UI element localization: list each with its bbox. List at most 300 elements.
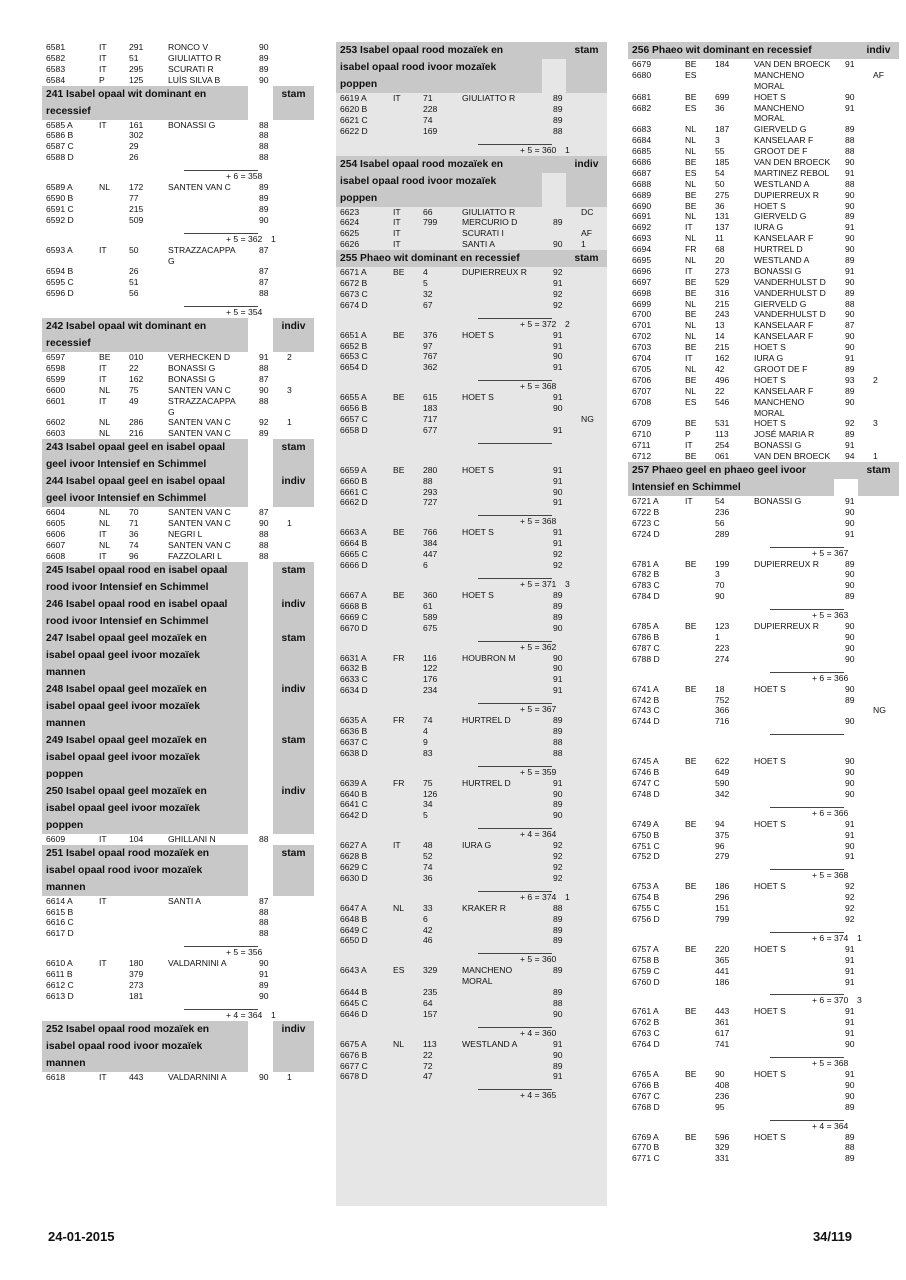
entry-points: 91 [845, 1028, 855, 1039]
entry-points: 94 [845, 451, 855, 462]
entry-row [336, 126, 607, 137]
entry-ring: 126 [423, 788, 438, 799]
entry-row [336, 810, 607, 821]
entry-points: 87 [259, 373, 269, 384]
entry-country: NL [685, 135, 696, 146]
entry-row [42, 352, 314, 363]
entry-number: 6666 D [340, 560, 368, 571]
entry-ring: 77 [129, 193, 139, 204]
entry-row [336, 663, 607, 674]
group-total [336, 571, 607, 590]
entry-number: 6669 C [340, 611, 368, 622]
group-prize: 1 [857, 932, 862, 943]
entry-number: 6690 [632, 200, 652, 211]
entry-ring: 342 [715, 788, 730, 799]
entry-row [42, 42, 314, 53]
entry-row [628, 1006, 899, 1017]
entry-ring: 220 [715, 943, 730, 954]
group-total [42, 939, 314, 958]
entry-country: NL [99, 417, 110, 428]
entry-country: FR [393, 777, 405, 788]
entry-country: BE [685, 756, 697, 767]
entry-points: 89 [845, 287, 855, 298]
entry-ring: 116 [423, 652, 437, 663]
group-total [628, 987, 899, 1006]
class-title: 243 Isabel opaal geel en isabel opaal [46, 442, 226, 454]
entry-ring: 64 [423, 997, 433, 1008]
entry-ring: 061 [715, 451, 730, 462]
entry-breeder: KRAKER R [462, 902, 506, 913]
entry-country: IT [99, 1071, 107, 1082]
class-header [42, 1055, 314, 1072]
entry-country: ES [685, 69, 697, 80]
entry-number: 6755 C [632, 903, 660, 914]
entry-points: 91 [845, 222, 855, 233]
entry-number: 6591 C [46, 203, 74, 214]
group-total-text: + 6 = 358 [226, 171, 263, 182]
entry-breeder: SANTEN VAN C [168, 518, 231, 529]
class-header [42, 817, 314, 834]
entry-number: 6724 D [632, 528, 660, 539]
entry-row [628, 977, 899, 988]
entry-ring: 32 [423, 288, 433, 299]
entry-number: 6685 [632, 146, 652, 157]
entry-number: 6645 C [340, 997, 368, 1008]
entry-breeder: BONASSI G [754, 440, 802, 451]
entry-row [628, 684, 899, 695]
entry-row [336, 1061, 607, 1072]
entry-number: 6700 [632, 309, 652, 320]
entry-row [42, 907, 314, 918]
entry-breeder: BONASSI G [168, 119, 216, 130]
entry-number: 6611 B [46, 969, 73, 980]
entry-prize: DC [581, 206, 594, 217]
entry-row [628, 819, 899, 830]
entry-breeder: RONCO V [168, 42, 209, 52]
entry-row [628, 559, 899, 570]
entry-number: 6609 [46, 833, 66, 844]
entry-ring: 42 [715, 363, 725, 374]
entry-ring: 375 [715, 829, 730, 840]
entry-ring: 75 [423, 777, 433, 788]
group-total-text: + 5 = 367 [812, 547, 849, 558]
entry-ring: 4 [423, 725, 428, 736]
entry-number: 6746 B [632, 767, 660, 778]
entry-number: 6632 B [340, 663, 368, 674]
entry-number: 6762 B [632, 1017, 660, 1028]
entry-breeder: HOET S [462, 527, 494, 538]
entry-row [628, 705, 899, 716]
entry-number: 6786 B [632, 631, 660, 642]
entry-country: IT [99, 63, 107, 74]
class-title: 246 Isabel opaal rood en isabel opaal [46, 598, 228, 610]
entry-number: 6629 C [340, 861, 368, 872]
entry-number: 6603 [46, 428, 66, 439]
entry-ring: 54 [715, 167, 725, 178]
entry-ring: 75 [129, 384, 139, 395]
entry-ring: 51 [129, 52, 139, 63]
entry-breeder: MORAL [754, 113, 785, 124]
class-title: 256 Phaeo wit dominant en recessief [632, 45, 812, 56]
entry-row [628, 881, 899, 892]
entry-number: 6698 [632, 287, 652, 298]
entry-row [336, 653, 607, 664]
class-title: isabel opaal rood ivoor mozaïek [340, 62, 497, 73]
entry-points: 89 [553, 217, 563, 228]
entry-number: 6706 [632, 374, 652, 385]
class-title: isabel opaal rood ivoor mozaïek [46, 1040, 203, 1052]
entry-row [42, 193, 314, 204]
entry-breeder: HOET S [754, 200, 786, 211]
entry-ring: 361 [715, 1017, 730, 1028]
group-total [628, 1113, 899, 1132]
entry-breeder: HOET S [462, 589, 494, 600]
entry-points: 93 [845, 374, 855, 385]
entry-points: 88 [553, 902, 563, 913]
entry-number: 6604 [46, 507, 66, 518]
class-title: poppen [46, 768, 84, 780]
entry-row [336, 965, 607, 976]
entry-country: BE [685, 309, 697, 320]
entry-points: 88 [553, 125, 563, 136]
entry-ring: 589 [423, 611, 438, 622]
entry-number: 6621 C [340, 114, 368, 125]
entry-country: NL [685, 178, 696, 189]
entry-breeder: IURA G [754, 222, 784, 233]
entry-row [42, 75, 314, 86]
entry-points: 90 [845, 840, 855, 851]
entry-ring: 447 [423, 549, 438, 560]
entry-number: 6646 D [340, 1008, 368, 1019]
class-title: rood ivoor Intensief en Schimmel [46, 581, 209, 593]
group-total [336, 821, 607, 840]
group-total [336, 137, 607, 156]
group-total [628, 862, 899, 881]
entry-points: 91 [845, 167, 855, 178]
entry-points: 89 [553, 935, 563, 946]
entry-points: 91 [845, 965, 855, 976]
entry-ring: 1 [715, 631, 720, 642]
entry-number: 6613 D [46, 990, 74, 1001]
entry-number: 6704 [632, 353, 652, 364]
entry-row [42, 182, 314, 193]
entry-points: 90 [845, 642, 855, 653]
entry-number: 6771 C [632, 1153, 660, 1164]
class-title: isabel opaal geel ivoor mozaïek [46, 649, 200, 661]
entry-points: 88 [553, 736, 563, 747]
entry-row [628, 496, 899, 507]
class-title: rood ivoor Intensief en Schimmel [46, 615, 209, 627]
entry-ring: 14 [715, 331, 725, 342]
entry-points: 91 [553, 329, 563, 340]
entry-points: 89 [553, 725, 563, 736]
group-total-text: + 5 = 363 [812, 610, 849, 621]
entry-ring: 36 [129, 529, 139, 540]
entry-row [628, 892, 899, 903]
entry-row [628, 903, 899, 914]
entry-country: BE [393, 464, 405, 475]
class-title: 253 Isabel opaal rood mozaïek en [340, 45, 504, 56]
entry-country: BE [393, 527, 405, 538]
entry-ring: 443 [129, 1071, 144, 1082]
class-type-label [273, 766, 314, 783]
entry-row [336, 476, 607, 487]
entry-ring: 6 [423, 560, 428, 571]
entry-ring: 254 [715, 440, 730, 451]
entry-row [628, 621, 899, 632]
entry-country: IT [99, 395, 107, 406]
entry-points: 90 [845, 756, 855, 767]
entry-ring: 74 [423, 715, 433, 726]
entry-ring: 6 [423, 913, 428, 924]
entry-ring: 52 [423, 851, 433, 862]
results-column-2 [336, 42, 607, 1206]
entry-ring: 274 [715, 653, 730, 664]
entry-number: 6618 [46, 1071, 66, 1082]
entry-row [336, 726, 607, 737]
entry-row [336, 104, 607, 115]
entry-points: 90 [259, 990, 269, 1001]
entry-ring: 187 [715, 124, 730, 135]
entry-points: 90 [845, 580, 855, 591]
entry-number: 6695 [632, 255, 652, 266]
entry-number: 6585 A [46, 119, 73, 130]
entry-prize: 1 [287, 1071, 292, 1082]
entry-prize: AF [873, 69, 884, 80]
entry-row [628, 695, 899, 706]
entry-points: 90 [259, 214, 269, 225]
entry-ring: 699 [715, 91, 730, 102]
entry-row [336, 267, 607, 278]
entry-breeder: HOET S [754, 1006, 786, 1017]
entry-row [628, 244, 899, 255]
entry-country: IT [99, 52, 107, 63]
entry-breeder: IURA G [462, 840, 492, 851]
entry-points: 90 [259, 42, 269, 52]
entry-row [336, 560, 607, 571]
entry-number: 6756 D [632, 914, 660, 924]
entry-points: 91 [845, 440, 855, 451]
entry-row [336, 998, 607, 1009]
entry-row [42, 417, 314, 428]
entry-row [42, 266, 314, 277]
entry-row [628, 778, 899, 789]
entry-points: 88 [845, 178, 855, 189]
entry-points: 91 [259, 352, 269, 363]
group-total-text: + 5 = 371 [520, 578, 557, 589]
entry-row [628, 288, 899, 299]
entry-number: 6615 B [46, 906, 74, 917]
entry-row [628, 1080, 899, 1091]
entry-ring: 61 [423, 600, 433, 611]
group-total-text: + 5 = 360 [520, 144, 557, 155]
class-type-label: stam [273, 562, 314, 579]
entry-ring: 151 [715, 903, 730, 914]
entry-number: 6759 C [632, 965, 660, 976]
class-header [336, 59, 607, 76]
entry-ring: 55 [715, 146, 725, 157]
class-title: 257 Phaeo geel en phaeo geel ivoor [632, 464, 806, 476]
group-total-text: + 5 = 368 [520, 516, 557, 527]
entry-points: 92 [553, 560, 563, 571]
entry-number: 6595 C [46, 277, 74, 288]
entry-points: 91 [553, 475, 563, 486]
entry-country: BE [685, 1006, 697, 1017]
entry-ring: 215 [715, 342, 730, 353]
entry-number: 6651 A [340, 329, 367, 340]
entry-ring: 329 [423, 965, 438, 976]
entry-points: 91 [553, 674, 563, 685]
entry-number: 6655 A [340, 392, 367, 403]
entry-row [628, 342, 899, 353]
class-title: 249 Isabel opaal geel mozaïek en [46, 734, 207, 746]
entry-ring: 90 [715, 1069, 725, 1080]
class-title: 248 Isabel opaal geel mozaïek en [46, 683, 207, 695]
entry-row [42, 407, 314, 418]
class-type-label [273, 1055, 314, 1072]
group-prize: 3 [565, 578, 570, 589]
entry-breeder: MANCHENO [754, 102, 805, 113]
group-total-text: + 6 = 374 [812, 932, 849, 943]
class-header [42, 103, 314, 120]
entry-breeder: VAN DEN BROECK [754, 157, 831, 168]
group-total [336, 508, 607, 527]
entry-breeder: WESTLAND A [462, 1038, 518, 1049]
entry-ring: 74 [423, 114, 433, 125]
entry-country: IT [393, 93, 401, 103]
entry-country: NL [685, 124, 696, 135]
entry-row [42, 518, 314, 529]
class-header [336, 173, 607, 190]
entry-breeder: SANTEN VAN C [168, 539, 231, 550]
entry-prize: 1 [873, 451, 878, 462]
entry-breeder: HOET S [462, 329, 494, 340]
entry-breeder: HOET S [462, 392, 494, 403]
entry-row [42, 834, 314, 845]
entry-ring: 74 [129, 539, 139, 550]
entry-points: 89 [845, 124, 855, 135]
entry-number: 6689 [632, 189, 652, 200]
entry-ring: 273 [715, 265, 730, 276]
entry-number: 6764 D [632, 1039, 660, 1050]
entry-row [628, 1091, 899, 1102]
entry-country: IT [99, 833, 107, 844]
entry-row [42, 152, 314, 163]
entry-number: 6662 D [340, 497, 368, 508]
entry-number: 6624 [340, 217, 360, 228]
entry-points: 90 [845, 396, 855, 407]
entry-breeder: GROOT DE F [754, 146, 808, 157]
entry-number: 6699 [632, 298, 652, 309]
entry-points: 90 [259, 958, 269, 969]
class-type-label [273, 715, 314, 732]
entry-breeder: SANTEN VAN C [168, 182, 231, 193]
entry-points: 91 [553, 424, 563, 435]
group-total [628, 727, 899, 746]
entry-ring: 66 [423, 206, 433, 217]
entry-points: 90 [845, 788, 855, 799]
class-type-label [858, 479, 899, 496]
entry-breeder: SANTI A [168, 895, 201, 906]
group-total-text: + 4 = 364 [812, 1120, 849, 1131]
class-title: 251 Isabel opaal rood mozaïek en [46, 847, 210, 859]
class-header [42, 845, 314, 862]
entry-row [42, 363, 314, 374]
entry-row [628, 277, 899, 288]
class-header [336, 250, 607, 267]
class-type-label [566, 76, 607, 93]
entry-row [336, 207, 607, 218]
entry-ring: 236 [715, 506, 730, 517]
entry-breeder: HOET S [754, 818, 786, 829]
class-type-label: stam [273, 732, 314, 749]
entry-breeder: HURTREL D [462, 777, 511, 788]
entry-ring: 215 [715, 298, 730, 309]
entry-row [336, 1050, 607, 1061]
group-total-text: + 5 = 359 [520, 766, 557, 777]
entry-points: 90 [845, 653, 855, 664]
entry-country: BE [685, 91, 697, 102]
entry-number: 6708 [632, 396, 652, 407]
entry-ring: 169 [423, 125, 438, 136]
entry-row [336, 228, 607, 239]
group-total-text: + 4 = 364 [226, 1009, 263, 1020]
entry-ring: 228 [423, 103, 438, 114]
entry-ring: 767 [423, 351, 438, 362]
class-header [42, 664, 314, 681]
entry-country: BE [393, 392, 405, 403]
class-header [336, 76, 607, 93]
class-header [42, 800, 314, 817]
entry-points: 91 [553, 538, 563, 549]
entry-breeder: KANSELAAR F [754, 233, 814, 244]
entry-row [336, 487, 607, 498]
entry-points: 91 [845, 353, 855, 364]
group-prize: 1 [271, 1009, 276, 1020]
entry-number: 6641 C [340, 799, 368, 810]
entry-breeder: SANTEN VAN C [168, 417, 231, 428]
entry-ring: 18 [715, 683, 725, 694]
entry-ring: 799 [715, 914, 730, 924]
entry-country: BE [685, 276, 697, 287]
group-total-text: + 4 = 360 [520, 1027, 557, 1038]
entry-number: 6663 A [340, 527, 367, 538]
entry-number: 6598 [46, 363, 66, 374]
entry-country: BE [685, 342, 697, 353]
entry-country: ES [685, 102, 697, 113]
entry-points: 88 [259, 928, 269, 939]
class-header [42, 862, 314, 879]
entry-points: 89 [259, 428, 269, 439]
entry-number: 6742 B [632, 694, 660, 705]
entry-points: 90 [259, 1071, 269, 1082]
entry-number: 6751 C [632, 840, 660, 851]
entry-breeder: VANDERHULST D [754, 276, 826, 287]
entry-ring: 236 [715, 1090, 730, 1101]
entry-breeder: VALDARNINI A [168, 1071, 227, 1082]
entry-number: 6667 A [340, 589, 367, 600]
entry-points: 89 [845, 1101, 855, 1112]
entry-points: 89 [553, 103, 563, 114]
entry-points: 88 [259, 833, 269, 844]
entry-ring: 329 [715, 1142, 730, 1153]
entry-country: NL [393, 902, 404, 913]
entry-number: 6701 [632, 320, 652, 331]
entry-ring: 280 [423, 464, 438, 475]
entry-points: 88 [259, 395, 269, 406]
entry-ring: 88 [423, 475, 433, 486]
entry-points: 91 [553, 464, 563, 475]
